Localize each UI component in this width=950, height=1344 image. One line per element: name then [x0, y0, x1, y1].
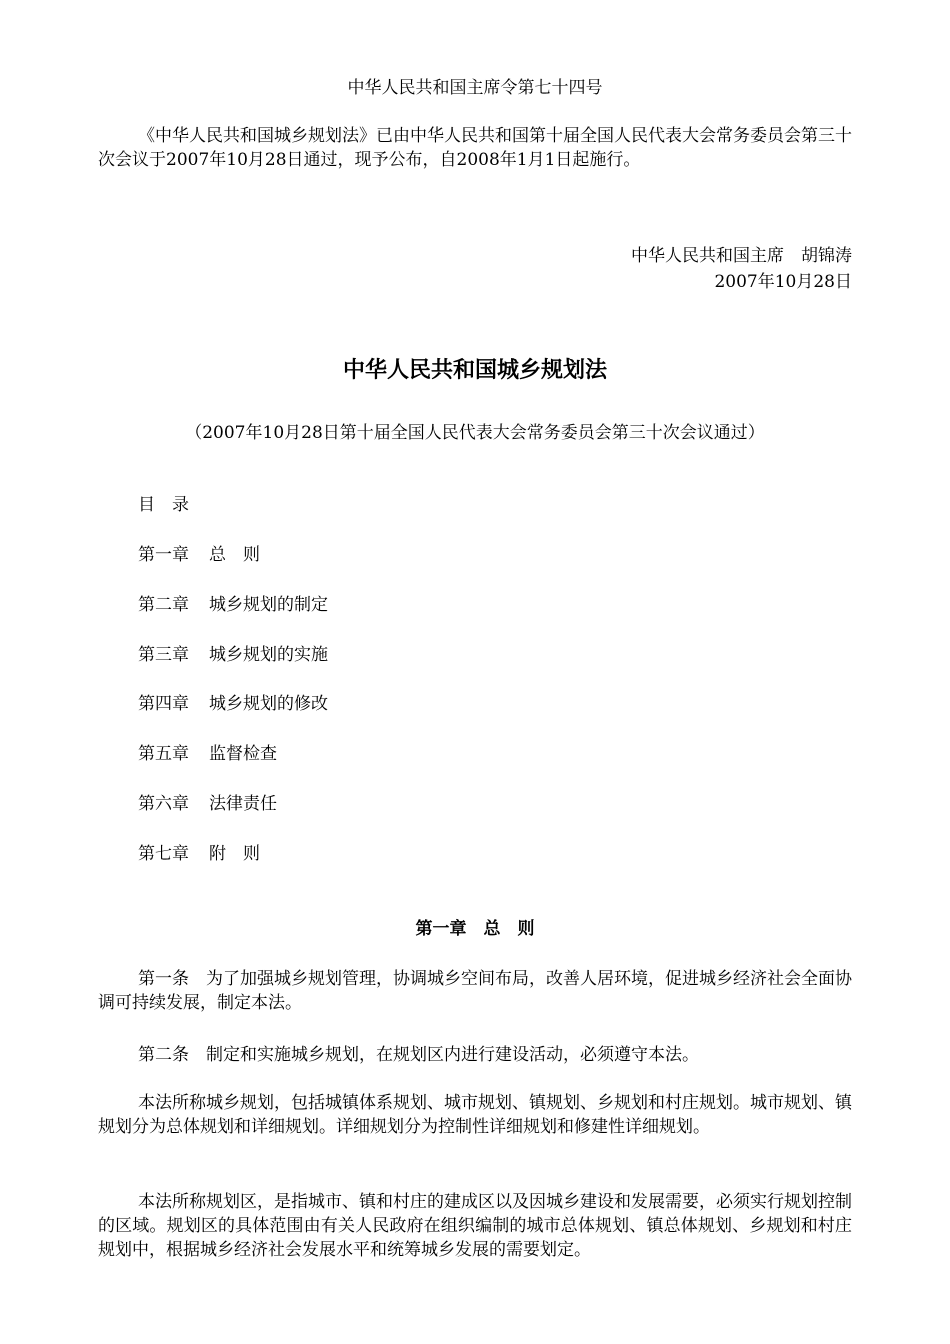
toc-chapter-number: 第五章	[138, 744, 189, 764]
toc-heading: 目 录	[138, 495, 189, 515]
decree-date: 2007年10月28日	[714, 272, 852, 292]
decree-body: 《中华人民共和国城乡规划法》已由中华人民共和国第十届全国人民代表大会常务委员会第三十次会议于2007年10月28日通过，现予公布，自2008年1月1日起施行。	[98, 126, 852, 170]
toc-chapter-name: 附 则	[209, 844, 260, 864]
toc-item	[138, 593, 328, 617]
toc-chapter-number: 第六章	[138, 794, 189, 814]
article-paragraph: 本法所称规划区，是指城市、镇和村庄的建成区以及因城乡建设和发展需要，必须实行规划控制的区域。规划区的具体范围由有关人民政府在组织编制的城市总体规划、镇总体规划、乡规划和村庄规划中，根据城乡经济社会发展水平和统筹城乡发展的需要划定。	[98, 1192, 852, 1260]
decree-heading: 中华人民共和国主席令第七十四号	[347, 78, 603, 98]
toc-item	[138, 742, 277, 766]
toc-chapter-number: 第七章	[138, 844, 189, 864]
toc-chapter-number: 第三章	[138, 645, 189, 665]
toc-chapter-number: 第二章	[138, 595, 189, 615]
article-paragraph: 本法所称城乡规划，包括城镇体系规划、城市规划、镇规划、乡规划和村庄规划。城市规划、镇规划分为总体规划和详细规划。详细规划分为控制性详细规划和修建性详细规划。	[98, 1093, 852, 1137]
toc-chapter-name: 监督检查	[209, 744, 277, 764]
toc-chapter-name: 法律责任	[209, 794, 277, 814]
toc-chapter-name: 城乡规划的制定	[209, 595, 328, 615]
article-paragraph: 第一条 为了加强城乡规划管理，协调城乡空间布局，改善人居环境，促进城乡经济社会全面协调可持续发展，制定本法。	[98, 969, 852, 1013]
toc-chapter-number: 第一章	[138, 545, 189, 565]
toc-item	[138, 792, 277, 816]
toc-item	[138, 543, 260, 567]
decree-signer: 中华人民共和国主席 胡锦涛	[631, 246, 852, 266]
law-title: 中华人民共和国城乡规划法	[342, 358, 607, 383]
toc-chapter-name: 城乡规划的修改	[209, 694, 328, 714]
toc-item	[138, 643, 328, 667]
toc-chapter-number: 第四章	[138, 694, 189, 714]
article-paragraph: 第二条 制定和实施城乡规划，在规划区内进行建设活动，必须遵守本法。	[138, 1045, 699, 1065]
toc-chapter-name: 城乡规划的实施	[209, 645, 328, 665]
toc-item	[138, 842, 260, 866]
toc-chapter-name: 总 则	[209, 545, 260, 565]
adoption-note: （2007年10月28日第十届全国人民代表大会常务委员会第三十次会议通过）	[185, 423, 765, 443]
chapter-heading: 第一章 总 则	[415, 919, 535, 939]
toc-item	[138, 692, 328, 716]
